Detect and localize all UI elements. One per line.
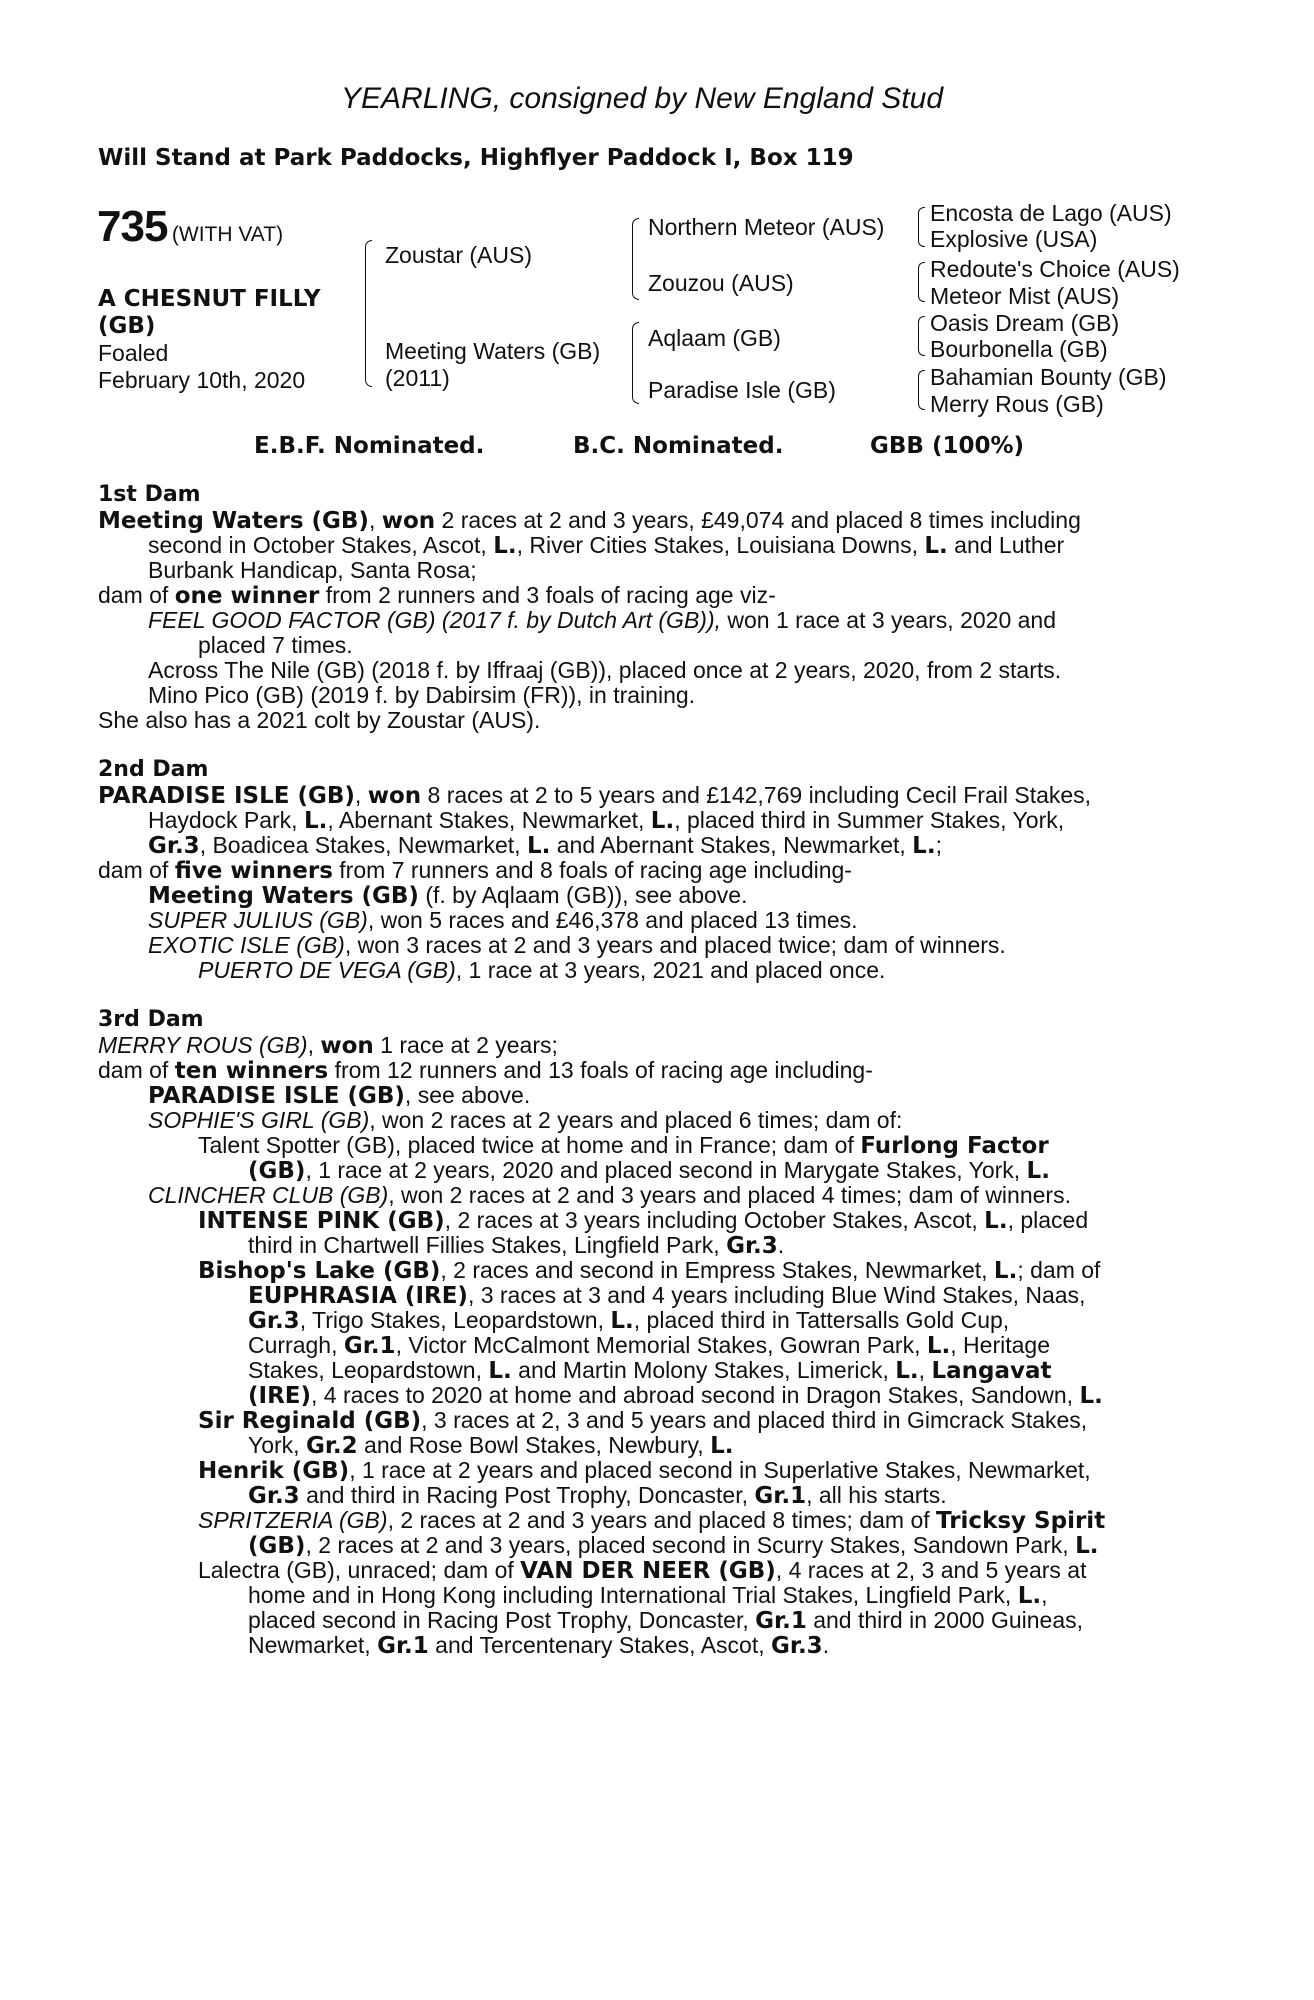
pedigree-brace <box>918 262 925 302</box>
dam1-line: Meeting Waters (GB), won 2 races at 2 and 3 years, £49,074 and placed 8 times including <box>98 507 1081 534</box>
dam2-line: Gr.3, Boadicea Stakes, Newmarket, L. and Abernant Stakes, Newmarket, L.; <box>148 832 942 859</box>
dam2-line: Meeting Waters (GB) (f. by Aqlaam (GB)), see above. <box>148 882 748 909</box>
lot-origin: (GB) <box>98 313 156 339</box>
ebf-nomination: E.B.F. Nominated. <box>254 433 485 459</box>
stand-location: Will Stand at Park Paddocks, Highflyer Paddock I, Box 119 <box>98 145 854 171</box>
pedigree-dsd: Bourbonella (GB) <box>930 336 1108 362</box>
dam1-line: dam of one winner from 2 runners and 3 foals of racing age viz- <box>98 582 776 609</box>
dam2-line: PUERTO DE VEGA (GB), 1 race at 3 years, 2021 and placed once. <box>198 957 886 983</box>
dam3-line: MERRY ROUS (GB), won 1 race at 2 years; <box>98 1032 558 1059</box>
page-title: YEARLING, consigned by New England Stud <box>341 82 944 115</box>
dam3-line: CLINCHER CLUB (GB), won 2 races at 2 and 3 years and placed 4 times; dam of winners. <box>148 1182 1071 1208</box>
dam1-line: Across The Nile (GB) (2018 f. by Iffraaj (GB)), placed once at 2 years, 2020, from 2 starts. <box>148 657 1062 683</box>
dam2-title: 2nd Dam <box>98 757 209 782</box>
pedigree-brace <box>918 370 925 410</box>
dam3-line: (GB), 2 races at 2 and 3 years, placed second in Scurry Stakes, Sandown Park, L. <box>248 1532 1099 1559</box>
dam2-line: PARADISE ISLE (GB), won 8 races at 2 to 5 years and £142,769 including Cecil Frail Stakes, <box>98 782 1092 809</box>
pedigree-dam-dam: Paradise Isle (GB) <box>648 377 836 403</box>
pedigree-brace <box>365 240 372 387</box>
pedigree-brace <box>632 322 639 404</box>
dam3-line: dam of ten winners from 12 runners and 13 foals of racing age including- <box>98 1057 873 1084</box>
dam3-line: Newmarket, Gr.1 and Tercentenary Stakes, Ascot, Gr.3. <box>248 1632 830 1659</box>
dam3-line: Gr.3, Trigo Stakes, Leopardstown, L., placed third in Tattersalls Gold Cup, <box>248 1307 1010 1334</box>
lot-number: 735 <box>97 202 168 251</box>
lot-description: A CHESNUT FILLY <box>98 286 321 312</box>
dam3-line: SOPHIE'S GIRL (GB), won 2 races at 2 years and placed 6 times; dam of: <box>148 1107 903 1133</box>
gbb-rating: GBB (100%) <box>870 433 1025 459</box>
pedigree-dam-year: (2011) <box>385 365 450 391</box>
pedigree-dam-sire: Aqlaam (GB) <box>648 325 781 351</box>
pedigree-brace <box>632 218 639 300</box>
dam1-line: placed 7 times. <box>198 632 353 658</box>
foaled-label: Foaled <box>98 340 169 366</box>
dam3-title: 3rd Dam <box>98 1007 204 1032</box>
dam1-line: Mino Pico (GB) (2019 f. by Dabirsim (FR)), in training. <box>148 682 696 708</box>
bc-nomination: B.C. Nominated. <box>573 433 784 459</box>
dam3-line: Curragh, Gr.1, Victor McCalmont Memorial Stakes, Gowran Park, L., Heritage <box>248 1332 1050 1359</box>
pedigree-sdd: Meteor Mist (AUS) <box>930 283 1120 309</box>
dam3-line: PARADISE ISLE (GB), see above. <box>148 1082 531 1109</box>
pedigree-sds: Redoute's Choice (AUS) <box>930 256 1180 282</box>
dam3-line: York, Gr.2 and Rose Bowl Stakes, Newbury, L. <box>248 1432 734 1459</box>
dam3-line: Lalectra (GB), unraced; dam of VAN DER NEER (GB), 4 races at 2, 3 and 5 years at <box>198 1557 1087 1584</box>
dam1-line: Burbank Handicap, Santa Rosa; <box>148 557 477 583</box>
pedigree-dam: Meeting Waters (GB) <box>385 338 601 364</box>
dam3-line: home and in Hong Kong including International Trial Stakes, Lingfield Park, L., <box>248 1582 1048 1609</box>
dam2-line: EXOTIC ISLE (GB), won 3 races at 2 and 3 years and placed twice; dam of winners. <box>148 932 1006 958</box>
dam3-line: Bishop's Lake (GB), 2 races and second in Empress Stakes, Newmarket, L.; dam of <box>198 1257 1101 1284</box>
dam3-line: Stakes, Leopardstown, L. and Martin Molony Stakes, Limerick, L., Langavat <box>248 1357 1052 1384</box>
lot-heading <box>97 202 283 252</box>
dam1-title: 1st Dam <box>98 482 201 507</box>
pedigree-sire-sire: Northern Meteor (AUS) <box>648 214 885 240</box>
dam1-line: FEEL GOOD FACTOR (GB) (2017 f. by Dutch Art (GB)), won 1 race at 3 years, 2020 and <box>148 607 1056 633</box>
dam1-line: second in October Stakes, Ascot, L., River Cities Stakes, Louisiana Downs, L. and Luther <box>148 532 1065 559</box>
pedigree-sss: Encosta de Lago (AUS) <box>930 200 1172 226</box>
dam3-line: EUPHRASIA (IRE), 3 races at 3 and 4 years including Blue Wind Stakes, Naas, <box>248 1282 1086 1309</box>
dam3-line: (IRE), 4 races to 2020 at home and abroad second in Dragon Stakes, Sandown, L. <box>248 1382 1103 1409</box>
dam3-line: SPRITZERIA (GB), 2 races at 2 and 3 years and placed 8 times; dam of Tricksy Spirit <box>198 1507 1106 1534</box>
dam3-line: third in Chartwell Fillies Stakes, Lingfield Park, Gr.3. <box>248 1232 785 1259</box>
foaled-date: February 10th, 2020 <box>98 367 306 393</box>
dam2-line: SUPER JULIUS (GB), won 5 races and £46,378 and placed 13 times. <box>148 907 858 933</box>
dam2-line: dam of five winners from 7 runners and 8 foals of racing age including- <box>98 857 852 884</box>
dam3-line: (GB), 1 race at 2 years, 2020 and placed second in Marygate Stakes, York, L. <box>248 1157 1050 1184</box>
pedigree-dss: Oasis Dream (GB) <box>930 310 1120 336</box>
pedigree-brace <box>918 207 925 247</box>
pedigree-brace <box>918 316 925 356</box>
vat-note: (WITH VAT) <box>171 223 284 246</box>
pedigree-sire-dam: Zouzou (AUS) <box>648 270 794 296</box>
dam3-line: Sir Reginald (GB), 3 races at 2, 3 and 5 years and placed third in Gimcrack Stakes, <box>198 1407 1088 1434</box>
dam3-line: placed second in Racing Post Trophy, Doncaster, Gr.1 and third in 2000 Guineas, <box>248 1607 1084 1634</box>
dam2-line: Haydock Park, L., Abernant Stakes, Newmarket, L., placed third in Summer Stakes, York, <box>148 807 1065 834</box>
dam3-line: INTENSE PINK (GB), 2 races at 3 years including October Stakes, Ascot, L., placed <box>198 1207 1089 1234</box>
dam3-line: Gr.3 and third in Racing Post Trophy, Doncaster, Gr.1, all his starts. <box>248 1482 947 1509</box>
pedigree-ssd: Explosive (USA) <box>930 226 1098 252</box>
dam1-line: She also has a 2021 colt by Zoustar (AUS). <box>98 707 541 733</box>
dam3-line: Henrik (GB), 1 race at 2 years and placed second in Superlative Stakes, Newmarket, <box>198 1457 1091 1484</box>
pedigree-ddd: Merry Rous (GB) <box>930 391 1104 417</box>
pedigree-dds: Bahamian Bounty (GB) <box>930 364 1167 390</box>
pedigree-sire: Zoustar (AUS) <box>385 242 532 268</box>
dam3-line: Talent Spotter (GB), placed twice at home and in France; dam of Furlong Factor <box>198 1132 1049 1159</box>
